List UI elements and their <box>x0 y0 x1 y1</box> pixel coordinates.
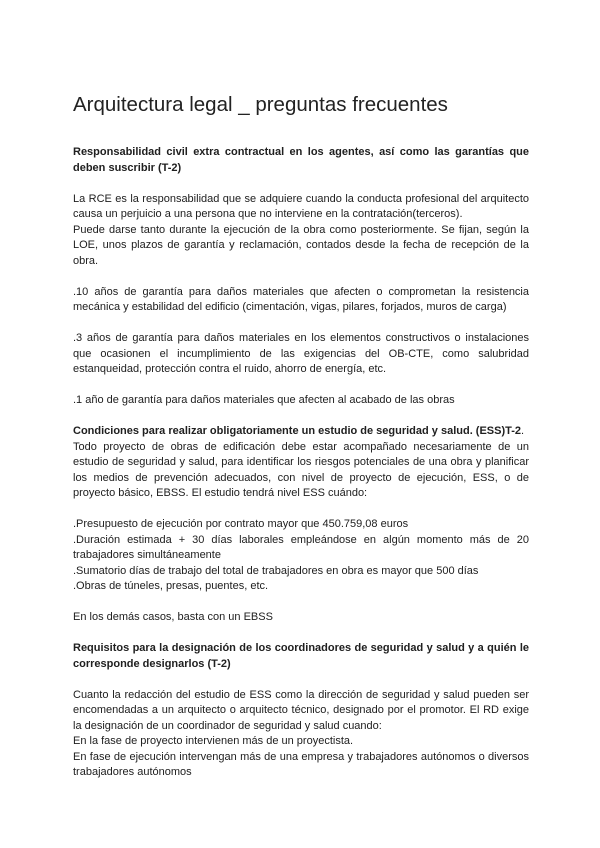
document-page <box>73 92 529 781</box>
list-item: En la fase de proyecto intervienen más de un proyectista. <box>73 735 354 747</box>
paragraph: .1 año de garantía para daños materiales que afecten al acabado de las obras <box>73 394 455 406</box>
paragraph: En los demás casos, basta con un EBSS <box>73 611 273 623</box>
paragraph: Puede darse tanto durante la ejecución de la obra como posteriormente. Se fijan, según la LOE, unos plazos de garantía y reclamación, contados desde la fecha de recepción de la obra. <box>73 223 529 267</box>
list-item: .Presupuesto de ejecución por contrato mayor que 450.759,08 euros <box>73 518 409 530</box>
list-item: .Obras de túneles, presas, puentes, etc. <box>73 580 269 592</box>
paragraph: .10 años de garantía para daños materiales que afecten o comprometan la resistencia mecánica y estabilidad del edificio (cimentación, vigas, pilares, forjados, muros de carga) <box>73 285 529 313</box>
paragraph: La RCE es la responsabilidad que se adquiere cuando la conducta profesional del arquitecto causa un perjuicio a una persona que no interviene en la contratación(terceros). <box>73 192 529 220</box>
paragraph: Todo proyecto de obras de edificación debe estar acompañado necesariamente de un estudio de seguridad y salud, para identificar los riesgos potenciales de una obra y planificar los medios de prevención adecuados, con nivel de proyecto de ejecución, ESS, o de proyecto básico, EBSS. El estudio tendrá nivel ESS cuándo: <box>73 440 529 499</box>
section-heading-coordinators: Requisitos para la designación de los coordinadores de seguridad y salud y a quién le corresponde designarlos (T-2) <box>73 642 529 670</box>
document-title: Arquitectura legal _ preguntas frecuentes <box>73 93 448 116</box>
paragraph: Cuanto la redacción del estudio de ESS como la dirección de seguridad y salud pueden ser encomendadas a un arquitecto o arquitecto técnico, designado por el promotor. El RD exige la designación de un coordinador de seguridad y salud cuando: <box>73 688 529 732</box>
section-heading-ess-text: Condiciones para realizar obligatoriamente un estudio de seguridad y salud. (ESS)T-2 <box>73 425 522 437</box>
paragraph: .3 años de garantía para daños materiales en los elementos constructivos o instalaciones que ocasionen el incumplimiento de las exigencias del OB-CTE, como salubridad estanqueidad, protección contra el ruido, ahorro de energía, etc. <box>73 332 529 375</box>
list-item: .Duración estimada + 30 días laborales empleándose en algún momento más de 20 trabajadores simultáneamente <box>73 533 529 561</box>
section-heading-ess <box>73 424 529 440</box>
list-item: .Sumatorio días de trabajo del total de trabajadores en obra es mayor que 500 días <box>73 564 479 577</box>
list-item: En fase de ejecución intervengan más de una empresa y trabajadores autónomos o diversos trabajadores autónomos <box>73 750 529 778</box>
section-heading-ess-period: . <box>521 425 525 437</box>
section-heading-rce: Responsabilidad civil extra contractual en los agentes, así como las garantías que deben suscribir (T-2) <box>73 146 529 174</box>
